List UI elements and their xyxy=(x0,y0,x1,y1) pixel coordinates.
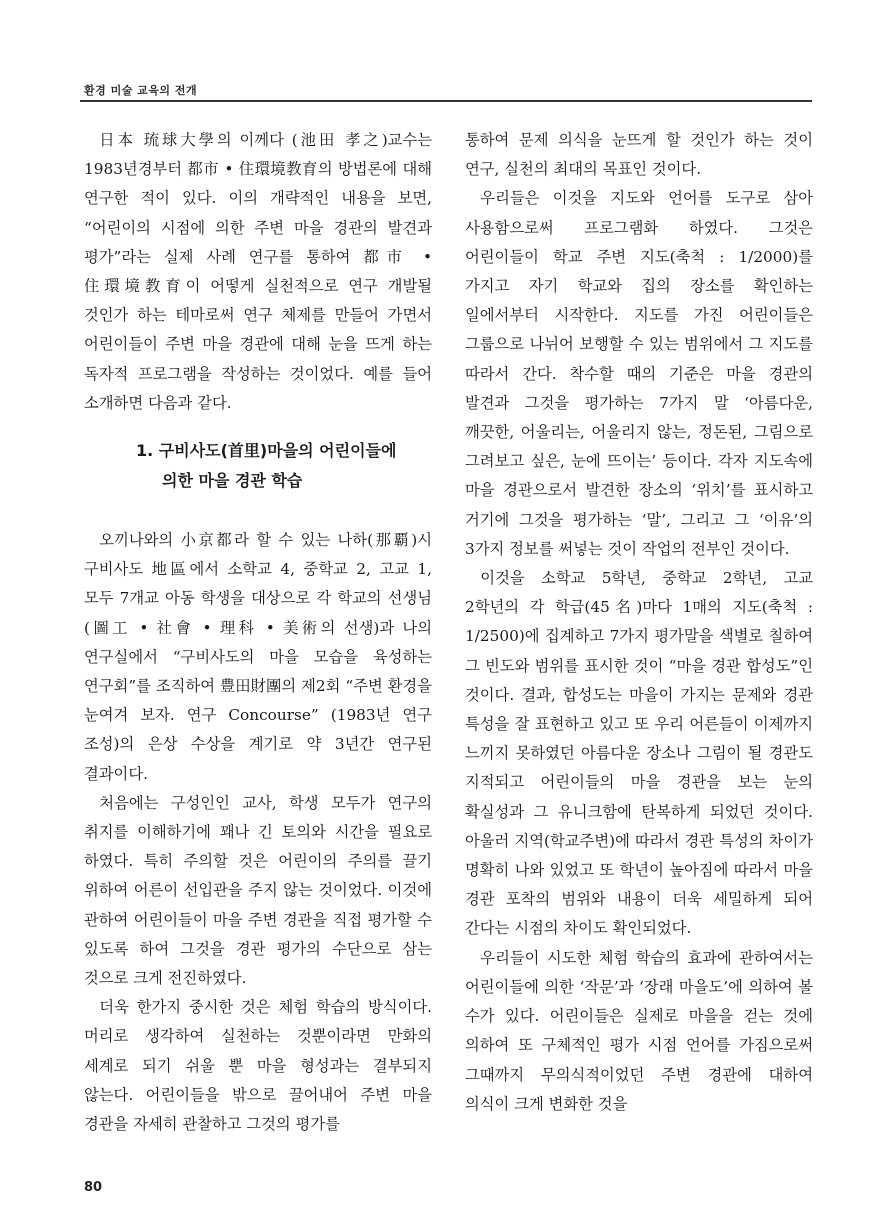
left-paragraph-4: 더욱 한가지 중시한 것은 체험 학습의 방식이다. 머리로 생각하여 실천하는 것뿐이라면 만화의 세계로 되기 쉬울 뿐 마을 형성과는 결부되지 않는다. 어린이들을 밖으로 끌어내어 주변 마을 경관을 자세히 관찰하고 그것의 평가를 xyxy=(84,998,432,1134)
left-paragraph-3: 처음에는 구성인인 교사, 학생 모두가 연구의 취지를 이해하기에 꽤나 긴 토의와 시간을 필요로 하였다. 특히 주의할 것은 어린이의 주의를 끌기 위하여 어른이 선입관을 주지 않는 것이었다. 이것에 관하여 어린이들이 마을 주변 경관을 직접 평가할 수 있도록 하여 그것을 경관 평가의 수단으로 삼는 것으로 크게 전진하였다. xyxy=(84,793,432,988)
running-header: 환경 미술 교육의 전개 xyxy=(84,84,198,97)
page-number: 80 xyxy=(84,1180,103,1195)
right-paragraph-1: 통하여 문제 의식을 눈뜨게 할 것인가 하는 것이 연구, 실천의 최대의 목표인 것이다. xyxy=(465,131,813,179)
right-paragraph-4: 우리들이 시도한 체험 학습의 효과에 관하여서는 어린이들에 의한 ‘작문’과 ‘장래 마을도’에 의하여 볼 수가 있다. 어린이들은 실제로 마을을 걷는 것에 의하여 또 구체적인 평가 시점 언어를 가짐으로써 그때까지 무의식적이었던 주변 경관에 대하여 의식이 크게 변화한 것을 xyxy=(465,948,813,1113)
right-column xyxy=(465,126,813,1119)
left-column xyxy=(84,126,432,1139)
left-paragraph-1: 日本 琉球大學의 이께다 (池田 孝之)교수는 1983년경부터 都市 • 住環境教育의 방법론에 대해 연구한 적이 있다. 이의 개략적인 내용을 보면, “어린이의 시점에 의한 주변 마을 경관의 발견과 평가”라는 실제 사례 연구를 통하여 都市 • 住環境教育이 어떻게 실천적으로 연구 개발될 것인가 하는 테마로써 연구 체제를 만들어 가면서 어린이들이 주변 마을 경관에 대해 눈을 뜨게 하는 독자적 프로그램을 작성하는 것이었다. 예를 들어 소개하면 다음과 같다. xyxy=(84,131,432,412)
section-heading-line-1: 1. 구비사도(首里)마을의 어린이들에 xyxy=(136,441,397,461)
right-paragraph-3: 이것을 소학교 5학년, 중학교 2학년, 고교 2학년의 각 학급(45名)마다 1매의 지도(축척 : 1/2500)에 집계하고 7가지 평가말을 색별로 칠하여 그 빈도와 범위를 표시한 것이 “마을 경관 합성도”인 것이다. 결과, 합성도는 마을이 가지는 문제와 경관 특성을 잘 표현하고 있고 또 우리 어른들이 이제까지 느끼지 못하였던 아름다운 장소나 그림이 될 경관도 지적되고 어린이들의 마을 경관을 보는 눈의 확실성과 그 유니크함에 탄복하게 되었던 것이다. 아울러 지역(학교주변)에 따라서 경관 특성의 차이가 명확히 나와 있었고 또 학년이 높아짐에 따라서 마을 경관 포착의 범위와 내용이 더욱 세밀하게 되어 간다는 시점의 차이도 확인되었다. xyxy=(465,569,813,938)
right-paragraph-2: 우리들은 이것을 지도와 언어를 도구로 삼아 사용함으로써 프로그램화 하였다. 그것은 어린이들이 학교 주변 지도(축척 : 1/2000)를 가지고 자기 학교와 집의 장소를 확인하는 일에서부터 시작한다. 지도를 가진 어린이들은 그룹으로 나뉘어 보행할 수 있는 범위에서 그 지도를 따라서 간다. 착수할 때의 기준은 마을 경관의 발견과 그것을 평가하는 7가지 말 ‘아름다운, 깨끗한, 어울리는, 어울리지 않는, 정돈된, 그림으로 그려보고 싶은, 눈에 뜨이는’ 등이다. 각자 지도속에 마을 경관으로서 발견한 장소의 ‘위치’를 표시하고 거기에 그것을 평가하는 ‘말’, 그리고 그 ‘이유’의 3가지 정보를 써넣는 것이 작업의 전부인 것이다. xyxy=(465,189,813,558)
section-heading xyxy=(84,436,432,496)
header-rule xyxy=(80,100,812,102)
section-heading-line-2: 의한 마을 경관 학습 xyxy=(162,471,303,491)
left-paragraph-2: 오끼나와의 小京都라 할 수 있는 나하(那覇)시 구비사도 地區에서 소학교 4, 중학교 2, 고교 1, 모두 7개교 아동 학생을 대상으로 각 학교의 선생님(圖工 • 社會 • 理科 • 美術의 선생)과 나의 연구실에서 “구비사도의 마을 모습을 육성하는 연구회”를 조직하여 豊田財團의 제2회 “주변 환경을 눈여겨 보자. 연구 Concourse” (1983년 연구 조성)의 은상 수상을 계기로 약 3년간 연구된 결과이다. xyxy=(84,531,432,783)
